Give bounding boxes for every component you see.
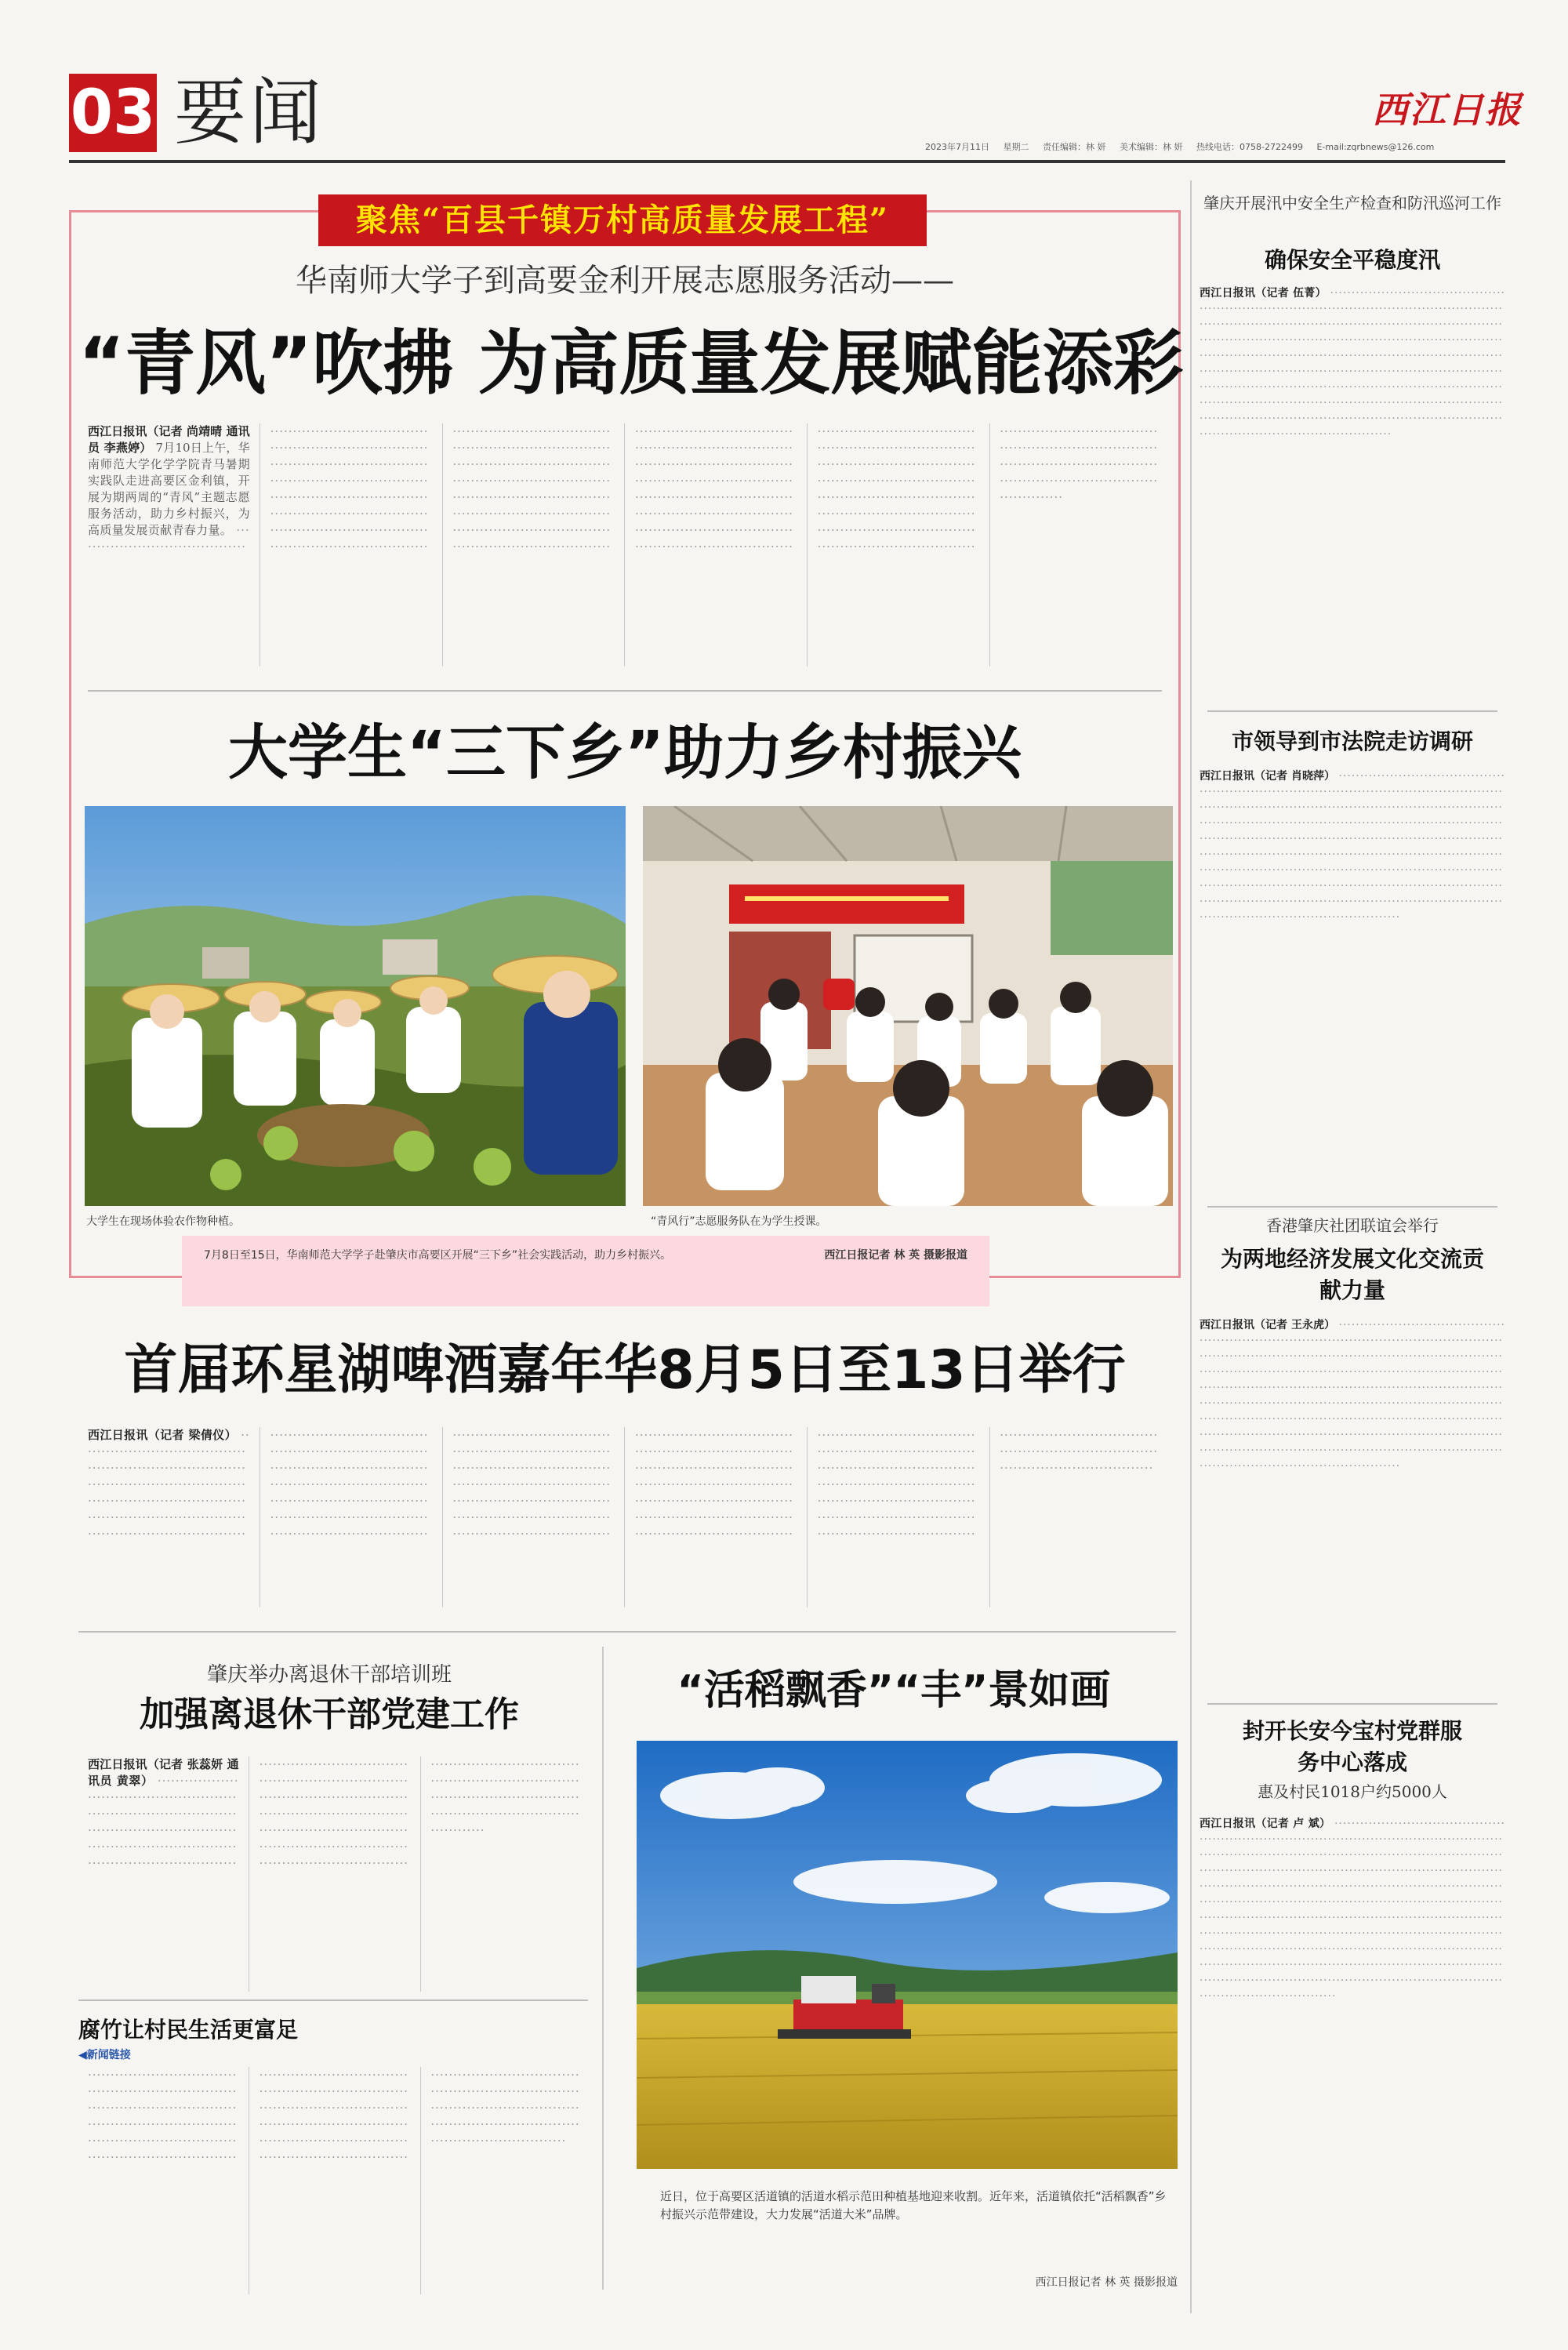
service-center-article-body: 西江日报讯（记者 卢 斌） ·············································································································································································································································································································································································································································································································································································································································································································································································································· (1200, 1818, 1505, 2003)
dateline-phone: 热线电话：0758-2722499 (1196, 142, 1303, 152)
court-visit-byline: 西江日报讯（记者 肖晓萍） (1200, 770, 1335, 783)
tofu-skin-headline: 腐竹让村民生活更富足 (78, 2017, 299, 2043)
paddy-photo (637, 1741, 1178, 2169)
retired-cadres-byline: 西江日报讯（记者 张蕊妍 通讯员 黄翠） (88, 1757, 239, 1788)
service-center-kicker: 惠及村民1018户约5000人 (1258, 1782, 1447, 1801)
court-visit-article-body: 西江日报讯（记者 肖晓萍） ·············································································································································································································································································································································································································································································································································································································································································· (1200, 770, 1505, 924)
feature-headline: “青风”吹拂 为高质量发展赋能添彩 (78, 322, 1184, 405)
dateline (925, 140, 1505, 155)
safety-kicker: 肇庆开展汛中安全生产检查和防汛巡河工作 (1203, 194, 1501, 212)
tofu-skin-article-body: ·············································································································································································································································································································································································································································································································································································· (88, 2068, 580, 2164)
photo-caption-band (182, 1236, 989, 1306)
feature-byline: 西江日报讯（记者 尚靖晴 通讯员 李燕婷） (88, 424, 250, 455)
paddy-photo-image (637, 1741, 1178, 2169)
feature-banner: 聚焦“百县千镇万村高质量发展工程” (318, 194, 927, 246)
beer-festival-headline: 首届环星湖啤酒嘉年华8月5日至13日举行 (124, 1339, 1126, 1401)
paddy-credit: 西江日报记者 林 英 摄影报道 (1035, 2276, 1178, 2289)
service-center-headline: 封开长安今宝村党群服务中心落成 (1242, 1718, 1462, 1775)
safety-byline: 西江日报讯（记者 伍菁） (1200, 287, 1327, 300)
newspaper-logo: 西江日报 (1372, 89, 1523, 131)
classroom-photo-caption: “青风行”志愿服务队在为学生授课。 (651, 1215, 827, 1228)
beer-byline: 西江日报讯（记者 梁倩仪） (88, 1428, 237, 1442)
feature-divider (88, 690, 1162, 692)
tofu-skin-source: ◀新闻链接 (78, 2049, 131, 2061)
retired-cadres-headline: 加强离退休干部党建工作 (140, 1694, 519, 1734)
dateline-date: 2023年7月11日 (925, 142, 989, 152)
dateline-weekday: 星期二 (1003, 142, 1029, 152)
feature-lead: 7月10日上午，华南师范大学化学学院青马暑期实践队走进高要区金利镇，开展为期两周的“青风”主题志愿服务活动，助力乡村振兴，为高质量发展贡献青春力量。 (88, 441, 250, 537)
dateline-designer: 美术编辑：林 妍 (1120, 142, 1183, 152)
safety-article-body: 西江日报讯（记者 伍菁） ·············································································································································································································································································································································································································································································································································································································································································· (1200, 287, 1505, 441)
paddy-headline: “活稻飘香”“丰”景如画 (677, 1667, 1111, 1714)
caption-band-credit: 西江日报记者 林 英 摄影报道 (824, 1249, 967, 1262)
classroom-photo-image (643, 806, 1173, 1206)
classroom-photo (643, 806, 1173, 1206)
masthead-rule (69, 160, 1505, 163)
photo-story-headline: 大学生“三下乡”助力乡村振兴 (228, 717, 1022, 787)
right-divider-3 (1207, 1703, 1497, 1705)
field-photo-caption: 大学生在现场体验农作物种植。 (86, 1215, 240, 1228)
right-divider-1 (1207, 710, 1497, 712)
field-photo-image (85, 806, 626, 1206)
hk-association-kicker: 香港肇庆社团联谊会举行 (1266, 1216, 1439, 1235)
section-title: 要闻 (174, 71, 325, 154)
beer-article-body: 西江日报讯（记者 梁倩仪） ················································································································································································································································································································································································································································································································································································································································································································································································································································································································································································································································································································································································································································································································································ (88, 1428, 1159, 1541)
page-number: 03 (69, 74, 157, 152)
feature-article-body: 西江日报讯（记者 尚靖晴 通讯员 李燕婷） 7月10日上午，华南师范大学化学学院青马暑期实践队走进高要区金利镇，开展为期两周的“青风”主题志愿服务活动，助力乡村振兴，为高质量发展贡献青春力量。 ································································································································································································································································································································································································································································································································································································································································································································································································································································································································································································································································································································································································································································································································································ (88, 424, 1159, 554)
court-visit-headline: 市领导到市法院走访调研 (1231, 728, 1473, 754)
lower-left-divider (78, 1999, 588, 2001)
paddy-caption: 近日，位于高要区活道镇的活道水稻示范田种植基地迎来收割。近年来，活道镇依托“活稻飘香”乡村振兴示范带建设，大力发展“活道大米”品牌。 (660, 2189, 1167, 2221)
beer-divider (78, 1631, 1176, 1633)
dateline-editor: 责任编辑：林 妍 (1043, 142, 1106, 152)
right-column-rule (1190, 180, 1192, 2313)
retired-cadres-kicker: 肇庆举办离退休干部培训班 (206, 1663, 452, 1687)
caption-band-text: 7月8日至15日，华南师范大学学子赴肇庆市高要区开展“三下乡”社会实践活动，助力乡村振兴。 (204, 1249, 672, 1262)
safety-headline: 确保安全平稳度汛 (1264, 247, 1440, 273)
right-divider-2 (1207, 1206, 1497, 1208)
field-photo (85, 806, 626, 1206)
lower-column-rule (602, 1647, 604, 2290)
feature-kicker: 华南师大学子到高要金利开展志愿服务活动—— (296, 263, 954, 299)
service-center-byline: 西江日报讯（记者 卢 斌） (1200, 1818, 1331, 1830)
dateline-email: E-mail:zqrbnews@126.com (1316, 142, 1435, 152)
hk-association-byline: 西江日报讯（记者 王永虎） (1200, 1319, 1335, 1331)
hk-association-article-body: 西江日报讯（记者 王永虎） ·············································································································································································································································································································································································································································································································································································································································································· (1200, 1319, 1505, 1473)
hk-association-headline: 为两地经济发展文化交流贡献力量 (1220, 1246, 1484, 1303)
retired-cadres-article-body: 西江日报讯（记者 张蕊妍 通讯员 黄翠） ·············································································································································································································································································································································································································································································································································································· (88, 1757, 580, 1870)
